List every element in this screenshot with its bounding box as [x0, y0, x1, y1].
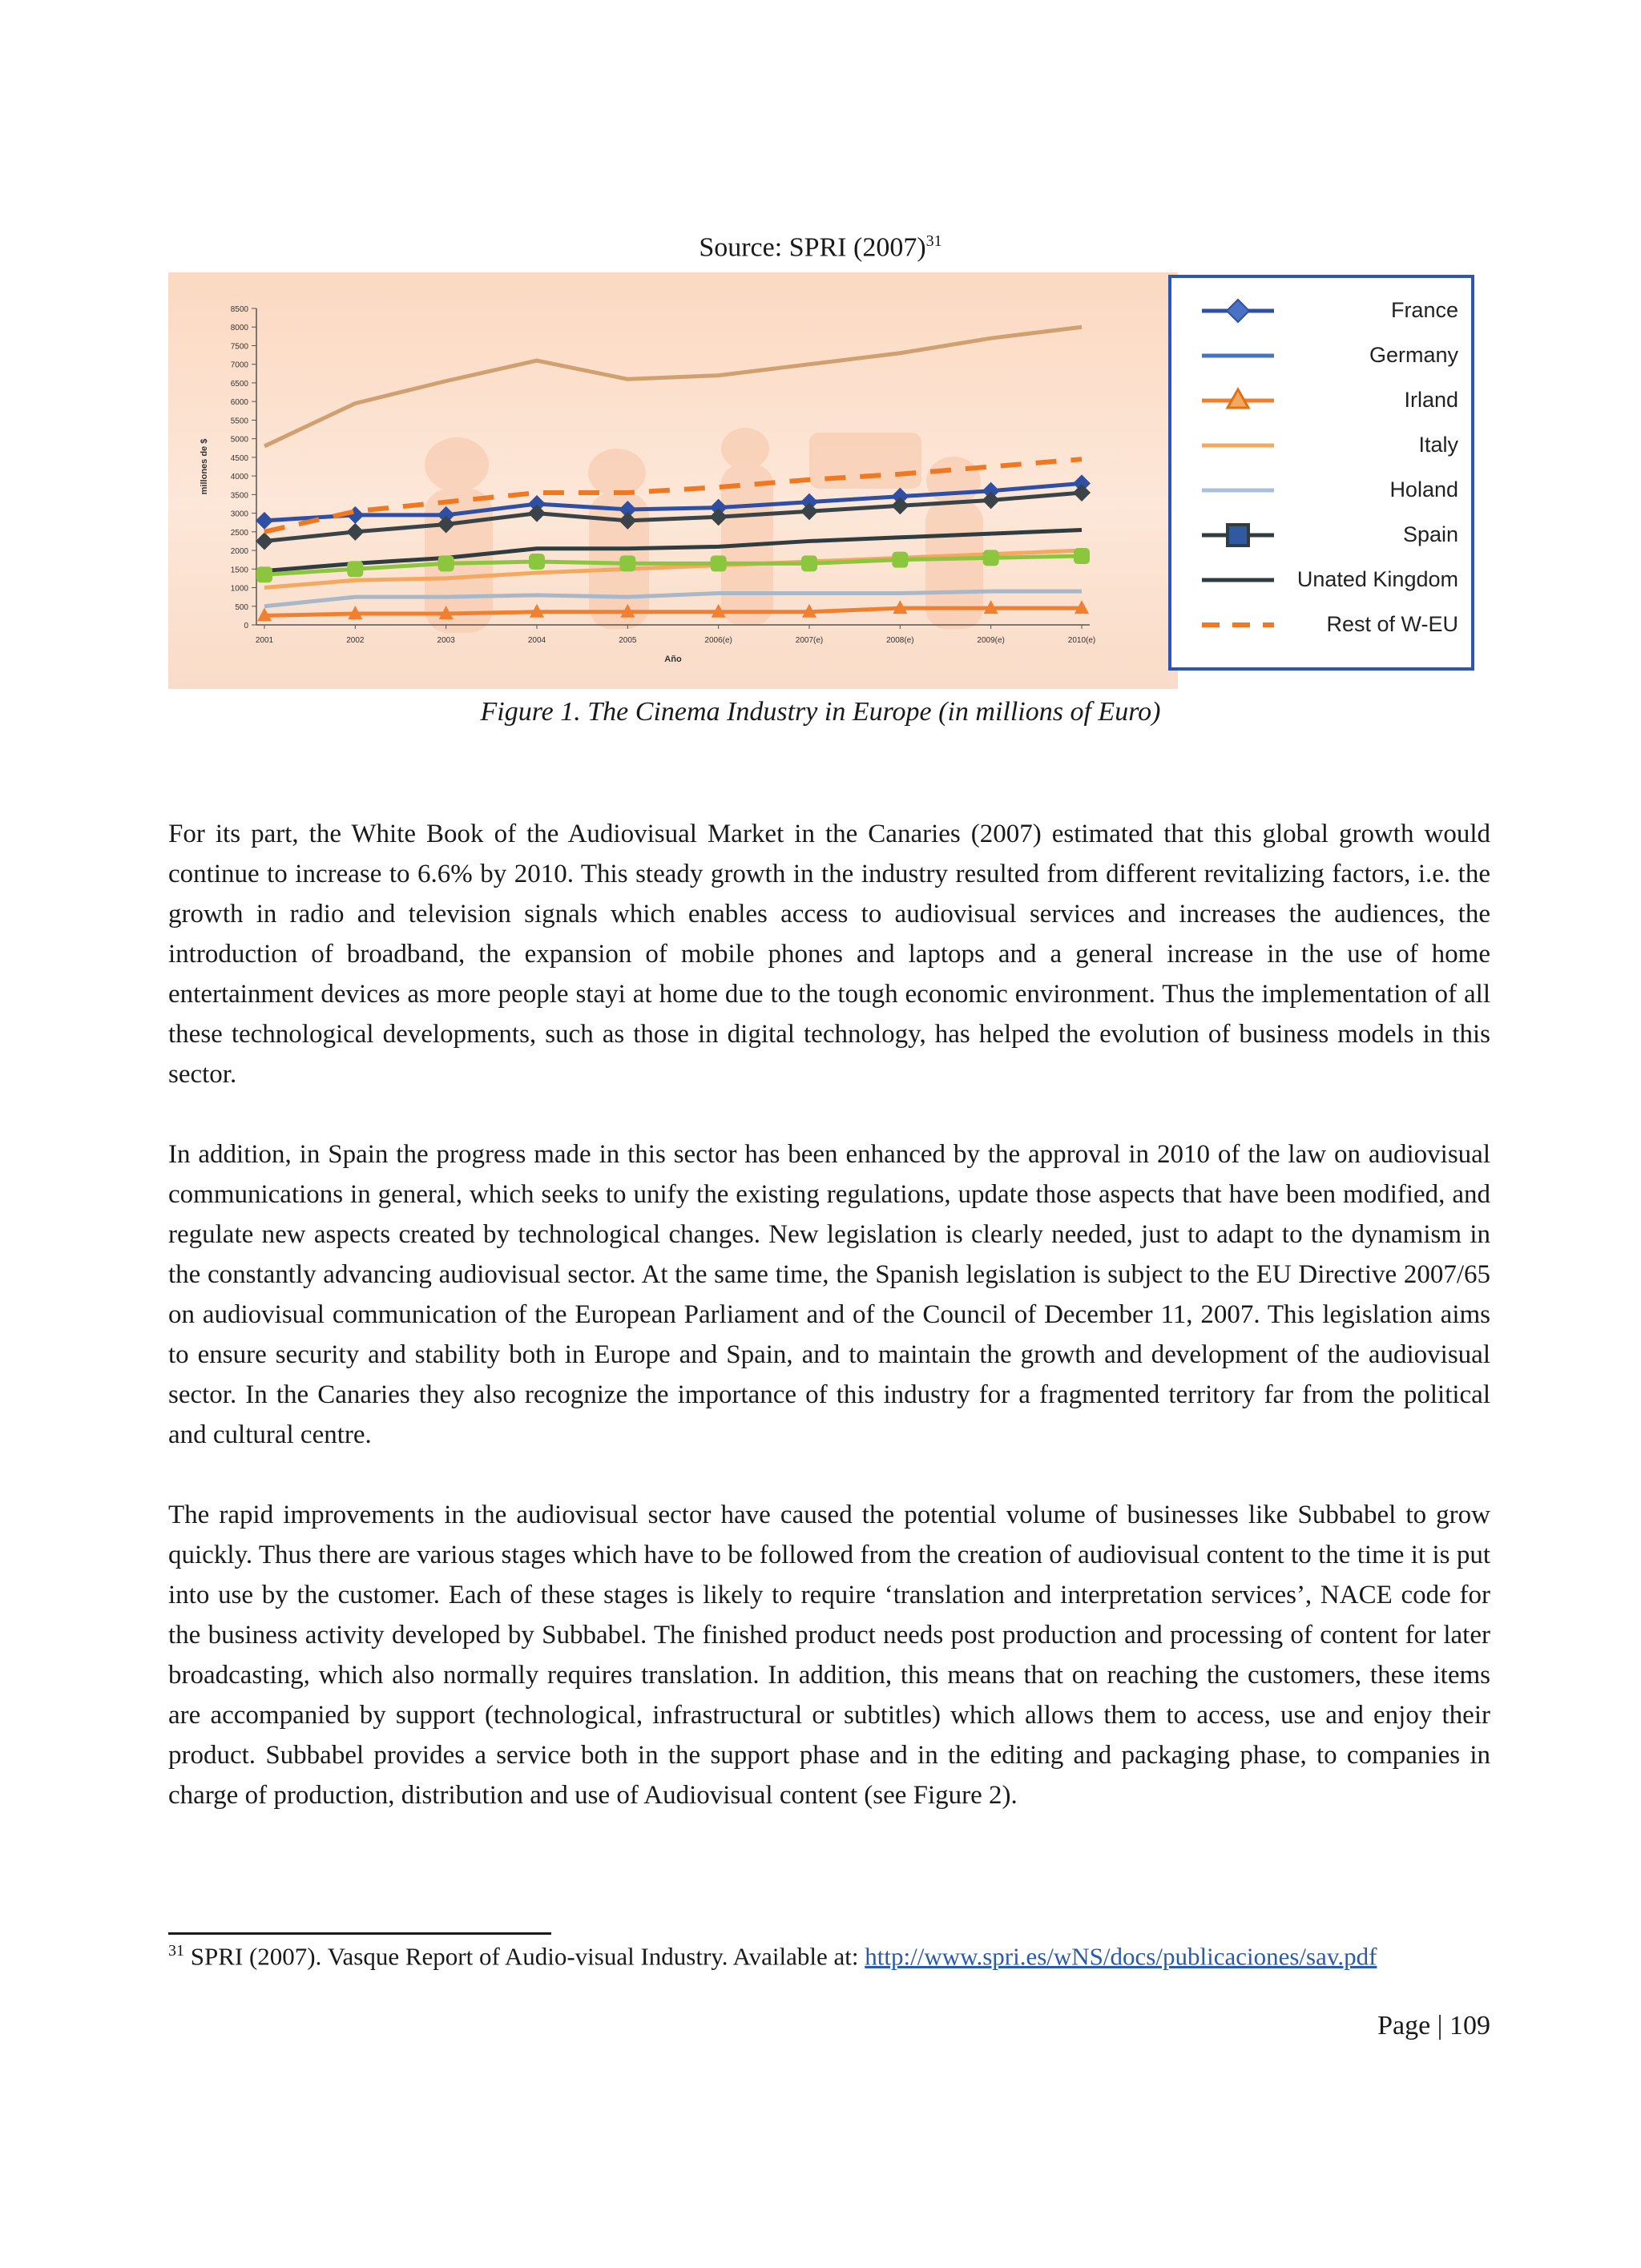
- y-tick-label: 8500: [230, 305, 248, 314]
- y-tick-label: 6500: [230, 379, 248, 389]
- y-tick-label: 2500: [230, 528, 248, 538]
- y-tick-label: 2000: [230, 547, 248, 557]
- y-tick-label: 0: [244, 622, 248, 630]
- y-tick-label: 8000: [230, 324, 248, 333]
- legend-label-france: France: [1390, 298, 1458, 322]
- y-tick-label: 7000: [230, 361, 248, 370]
- y-tick-label: 500: [235, 602, 248, 612]
- x-tick-label: 2009(e): [977, 636, 1005, 645]
- series-point-spain-green-: [711, 555, 727, 571]
- series-point-spain-green-: [529, 554, 545, 570]
- legend-box: [1170, 276, 1473, 669]
- legend-label-rest-of-w-eu: Rest of W-EU: [1326, 612, 1458, 636]
- y-tick-label: 5500: [230, 417, 248, 426]
- x-tick-label: 2005: [619, 636, 637, 645]
- footnote-number: 31: [168, 1942, 184, 1960]
- y-tick-label: 3500: [230, 491, 248, 501]
- x-tick-label: 2001: [255, 636, 274, 645]
- y-tick-label: 3000: [230, 510, 248, 519]
- x-axis-label: Año: [664, 655, 682, 664]
- page-number: Page | 109: [1377, 2011, 1490, 2040]
- paragraph-3: The rapid improvements in the audiovisual sector have caused the potential volume of businesses like Subbabel to grow quickly. Thus there are various stages which have to be followed from the creation of audiovisual content to the time it is put into use by the customer. Each of these stages is likely to require ‘translation and interpretation services’, NACE code for the business activity developed by Subbabel. The finished product needs post production and processing of content for later broadcasting, which also normally requires translation. In addition, this means that on reaching the customers, these items are accompanied by support (technological, infrastructural or subtitles) which allows them to access, use and enjoy their product. Subbabel provides a service both in the support phase and in the editing and packaging phase, to companies in charge of production, distribution and use of Audiovisual content (see Figure 2).: [168, 1501, 1490, 1810]
- y-tick-label: 1500: [230, 566, 248, 575]
- footnote-text: SPRI (2007). Vasque Report of Audio-visual Industry. Available at:: [184, 1942, 865, 1971]
- x-tick-label: 2006(e): [704, 636, 732, 645]
- paragraph-2: In addition, in Spain the progress made in this sector has been enhanced by the approval in 2010 of the law on audiovisual communications in general, which seeks to unify the existing regulations, update those aspects that have been modified, and regulate new aspects created by technological changes. New legislation is clearly needed, just to adapt to the dynamism in the constantly advancing audiovisual sector. At the same time, the Spanish legislation is subject to the EU Directive 2007/65 on audiovisual communication of the European Parliament and of the Council of December 11, 2007. This legislation aims to ensure security and stability both in Europe and Spain, and to maintain the growth and development of the audiovisual sector. In the Canaries they also recognize the importance of this industry for a fragmented territory far from the political and cultural centre.: [168, 1140, 1490, 1449]
- y-axis-label: millones de $: [200, 438, 209, 495]
- y-tick-label: 1000: [230, 584, 248, 594]
- footnote-separator: [168, 1932, 551, 1935]
- legend-label-spain: Spain: [1402, 522, 1458, 546]
- paragraph-1: For its part, the White Book of the Audiovisual Market in the Canaries (2007) estimated that this global growth would continue to increase to 6.6% by 2010. This steady growth in the industry resulted from different revitalizing factors, i.e. the growth in radio and television signals which enables access to audiovisual services and increases the audiences, the introduction of broadband, the expansion of mobile phones and laptops and a general increase in the use of home entertainment devices as more people stayi at home due to the tough economic environment. Thus the implementation of all these technological developments, such as those in digital technology, has helped the evolution of business models in this sector.: [168, 820, 1490, 1089]
- series-point-spain-green-: [983, 550, 999, 566]
- figure-source-line: [0, 232, 1641, 263]
- y-tick-label: 6000: [230, 398, 248, 408]
- series-point-spain-green-: [256, 566, 272, 582]
- x-tick-label: 2008(e): [886, 636, 914, 645]
- cinema-industry-chart: [168, 272, 1458, 689]
- figure-1: [168, 272, 1458, 689]
- series-point-spain-green-: [801, 555, 817, 571]
- figure-caption: Figure 1. The Cinema Industry in Europe (in millions of Euro): [480, 697, 1161, 727]
- legend-label-unated-kingdom: Unated Kingdom: [1296, 567, 1458, 591]
- series-point-spain-green-: [892, 552, 908, 568]
- series-point-spain-green-: [438, 555, 454, 571]
- legend-label-irland: Irland: [1404, 388, 1458, 412]
- y-tick-label: 4000: [230, 473, 248, 482]
- x-tick-label: 2004: [527, 636, 546, 645]
- footnote: [168, 1942, 1530, 1971]
- y-tick-label: 4500: [230, 453, 248, 463]
- series-point-spain-green-: [347, 561, 363, 577]
- source-footnote-ref[interactable]: 31: [925, 232, 942, 250]
- y-tick-label: 7500: [230, 342, 248, 352]
- x-tick-label: 2007(e): [795, 636, 824, 645]
- legend-label-italy: Italy: [1418, 433, 1458, 457]
- x-tick-label: 2003: [437, 636, 455, 645]
- legend-marker-spain: [1228, 525, 1248, 546]
- source-text: Source: SPRI (2007): [699, 232, 926, 263]
- footnote-link[interactable]: http://www.spri.es/wNS/docs/publicaciones/sav.pdf: [865, 1942, 1377, 1971]
- series-point-spain-green-: [1074, 548, 1090, 564]
- legend-label-holand: Holand: [1389, 477, 1458, 502]
- series-point-spain-green-: [619, 555, 635, 571]
- x-tick-label: 2010(e): [1067, 636, 1096, 645]
- legend-label-germany: Germany: [1369, 343, 1458, 367]
- x-tick-label: 2002: [346, 636, 365, 645]
- y-tick-label: 5000: [230, 435, 248, 445]
